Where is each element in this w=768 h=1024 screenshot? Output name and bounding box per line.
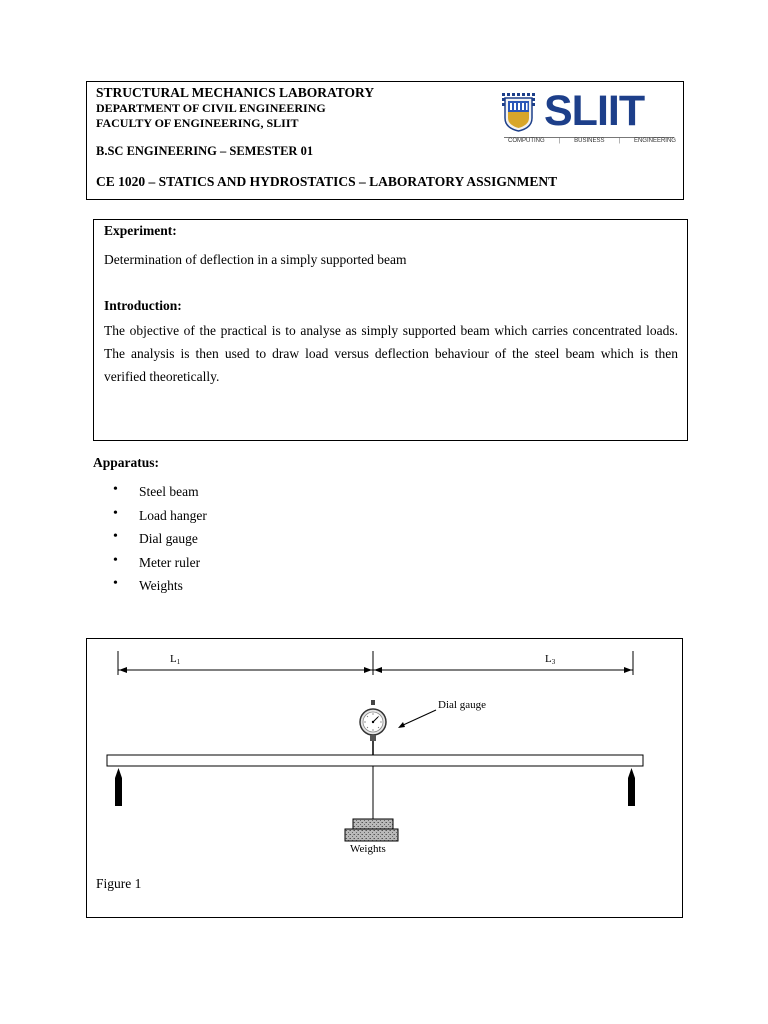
- department-name: DEPARTMENT OF CIVIL ENGINEERING: [96, 101, 326, 115]
- dial-gauge-label: Dial gauge: [438, 699, 486, 711]
- span-label-right: [545, 653, 556, 666]
- apparatus-item: [113, 484, 207, 508]
- right-support: [628, 768, 635, 806]
- apparatus-item-label: Weights: [139, 578, 183, 593]
- course-title: CE 1020 – STATICS AND HYDROSTATICS – LABORATORY ASSIGNMENT: [96, 174, 558, 189]
- span-label-right-sub: 3: [551, 658, 556, 666]
- dial-gauge-leader-arrowhead: [398, 722, 405, 728]
- steel-beam: [107, 755, 643, 766]
- introduction-line: verified theoretically.: [104, 369, 220, 384]
- span-label-right-letter: L: [545, 653, 552, 665]
- apparatus-item: [113, 578, 207, 602]
- span-label-left-letter: L: [170, 653, 177, 665]
- span-dimension: [118, 651, 633, 675]
- tagline-engineering: ENGINEERING: [633, 138, 676, 144]
- weights-icon: [345, 819, 398, 841]
- tagline-separator: |: [558, 138, 561, 144]
- dial-gauge-leader: [401, 710, 436, 726]
- tagline-separator: |: [618, 138, 620, 144]
- figure-caption: Figure 1: [96, 876, 142, 891]
- bullet: •: [113, 529, 118, 544]
- apparatus-item: [113, 531, 207, 555]
- apparatus-item-label: Dial gauge: [139, 531, 198, 546]
- apparatus-heading: Apparatus:: [93, 455, 160, 470]
- weights-label: Weights: [350, 843, 386, 855]
- bullet: •: [113, 505, 118, 521]
- bullet: •: [113, 576, 118, 591]
- sliit-crest-icon: [500, 92, 538, 132]
- dial-gauge-icon: [360, 700, 386, 756]
- span-label-left: [170, 653, 181, 666]
- span-label-left-sub: 1: [176, 658, 181, 666]
- apparatus-item: [113, 505, 207, 532]
- program-name: B.SC ENGINEERING – SEMESTER 01: [96, 144, 314, 158]
- apparatus-list: [113, 484, 207, 602]
- apparatus-item-label: Meter ruler: [139, 554, 201, 570]
- faculty-name: FACULTY OF ENGINEERING, SLIIT: [96, 116, 299, 130]
- experiment-heading: Experiment:: [104, 223, 177, 238]
- introduction-line: The analysis is then used to draw load versus deflection behaviour of the steel beam which is then: [104, 346, 678, 361]
- logo-tagline: [508, 138, 676, 144]
- tagline-computing: COMPUTING: [508, 138, 545, 144]
- introduction-heading: Introduction:: [104, 298, 182, 313]
- introduction-line: The objective of the practical is to analyse as simply supported beam which carries concentrated loads.: [104, 323, 678, 338]
- left-support: [115, 768, 122, 806]
- sliit-logo: [500, 87, 676, 152]
- apparatus-item-label: Load hanger: [139, 507, 207, 523]
- bullet: •: [113, 482, 118, 497]
- apparatus-item: [113, 552, 207, 579]
- beam-diagram: [86, 638, 683, 918]
- experiment-text: Determination of deflection in a simply supported beam: [104, 252, 407, 267]
- sliit-wordmark: SLIIT: [544, 87, 645, 135]
- apparatus-item-label: Steel beam: [139, 484, 199, 499]
- tagline-business: BUSINESS: [574, 138, 605, 144]
- bullet: •: [113, 552, 118, 568]
- lab-title: STRUCTURAL MECHANICS LABORATORY: [96, 85, 375, 100]
